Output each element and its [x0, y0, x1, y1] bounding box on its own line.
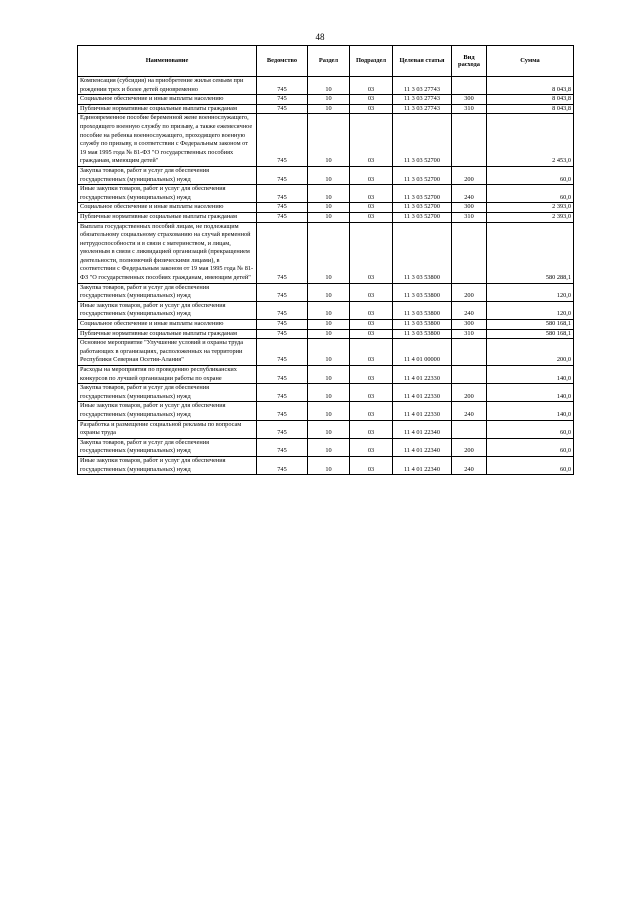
row-name: Закупка товаров, работ и услуг для обеспечения государственных (муниципальных) нужд — [78, 166, 257, 184]
row-subsection: 03 — [350, 420, 393, 438]
row-type: 200 — [452, 283, 487, 301]
row-name: Иные закупки товаров, работ и услуг для обеспечения государственных (муниципальных) нужд — [78, 301, 257, 319]
row-subsection: 03 — [350, 166, 393, 184]
header-target: Целевая статья — [393, 46, 452, 77]
table-row — [78, 114, 574, 167]
row-name: Публичные нормативные социальные выплаты гражданам — [78, 104, 257, 114]
row-sum: 2 393,0 — [487, 203, 574, 213]
table-row — [78, 222, 574, 283]
row-section: 10 — [308, 339, 350, 366]
row-sum: 580 288,1 — [487, 222, 574, 283]
row-type — [452, 366, 487, 384]
row-section: 10 — [308, 203, 350, 213]
header-section: Раздел — [308, 46, 350, 77]
row-sum: 60,0 — [487, 438, 574, 456]
table-row — [78, 104, 574, 114]
row-type: 200 — [452, 166, 487, 184]
row-name: Иные закупки товаров, работ и услуг для обеспечения государственных (муниципальных) нужд — [78, 185, 257, 203]
row-type: 300 — [452, 320, 487, 330]
row-type: 310 — [452, 329, 487, 339]
row-subsection: 03 — [350, 95, 393, 105]
row-dept: 745 — [257, 95, 308, 105]
row-target: 11 3 03 52700 — [393, 166, 452, 184]
row-type — [452, 222, 487, 283]
row-name: Расходы на мероприятия по проведению республиканских конкурсов по лучшей организации работы по охране — [78, 366, 257, 384]
row-subsection: 03 — [350, 438, 393, 456]
row-target: 11 4 01 22330 — [393, 402, 452, 420]
row-dept: 745 — [257, 114, 308, 167]
row-target: 11 3 03 53800 — [393, 329, 452, 339]
row-name: Публичные нормативные социальные выплаты гражданам — [78, 212, 257, 222]
row-section: 10 — [308, 95, 350, 105]
row-dept: 745 — [257, 166, 308, 184]
row-subsection: 03 — [350, 114, 393, 167]
row-subsection: 03 — [350, 301, 393, 319]
row-target: 11 4 01 22330 — [393, 384, 452, 402]
table-row — [78, 203, 574, 213]
row-subsection: 03 — [350, 384, 393, 402]
row-sum: 60,0 — [487, 456, 574, 474]
row-subsection: 03 — [350, 366, 393, 384]
header-row — [78, 46, 574, 77]
row-dept: 745 — [257, 366, 308, 384]
table-row — [78, 283, 574, 301]
row-section: 10 — [308, 77, 350, 95]
row-target: 11 4 01 22340 — [393, 456, 452, 474]
table-row — [78, 339, 574, 366]
header-subsection: Подраздел — [350, 46, 393, 77]
row-name: Иные закупки товаров, работ и услуг для обеспечения государственных (муниципальных) нужд — [78, 456, 257, 474]
row-sum: 8 043,8 — [487, 77, 574, 95]
row-dept: 745 — [257, 301, 308, 319]
row-dept: 745 — [257, 339, 308, 366]
row-type: 300 — [452, 203, 487, 213]
row-sum: 120,0 — [487, 283, 574, 301]
table-row — [78, 438, 574, 456]
row-type: 310 — [452, 104, 487, 114]
row-section: 10 — [308, 114, 350, 167]
table-row — [78, 185, 574, 203]
row-subsection: 03 — [350, 222, 393, 283]
table-row — [78, 402, 574, 420]
row-sum: 60,0 — [487, 420, 574, 438]
row-sum: 580 168,1 — [487, 329, 574, 339]
row-subsection: 03 — [350, 104, 393, 114]
row-subsection: 03 — [350, 185, 393, 203]
table-row — [78, 456, 574, 474]
row-type — [452, 77, 487, 95]
row-section: 10 — [308, 283, 350, 301]
row-sum: 8 043,8 — [487, 104, 574, 114]
row-section: 10 — [308, 456, 350, 474]
row-section: 10 — [308, 301, 350, 319]
row-type: 310 — [452, 212, 487, 222]
row-target: 11 3 03 53800 — [393, 222, 452, 283]
row-type: 200 — [452, 384, 487, 402]
row-section: 10 — [308, 104, 350, 114]
row-target: 11 3 03 53800 — [393, 283, 452, 301]
row-subsection: 03 — [350, 212, 393, 222]
row-sum: 200,0 — [487, 339, 574, 366]
budget-table — [77, 45, 574, 475]
row-dept: 745 — [257, 438, 308, 456]
row-target: 11 4 01 22340 — [393, 420, 452, 438]
row-section: 10 — [308, 402, 350, 420]
row-dept: 745 — [257, 104, 308, 114]
row-section: 10 — [308, 329, 350, 339]
row-type — [452, 420, 487, 438]
row-target: 11 4 01 22330 — [393, 366, 452, 384]
row-sum: 2 453,0 — [487, 114, 574, 167]
row-target: 11 3 03 53800 — [393, 301, 452, 319]
row-target: 11 3 03 52700 — [393, 114, 452, 167]
row-target: 11 3 03 52700 — [393, 212, 452, 222]
row-type: 240 — [452, 185, 487, 203]
row-sum: 60,0 — [487, 185, 574, 203]
row-subsection: 03 — [350, 283, 393, 301]
row-name: Иные закупки товаров, работ и услуг для обеспечения государственных (муниципальных) нужд — [78, 402, 257, 420]
row-section: 10 — [308, 420, 350, 438]
row-target: 11 4 01 00000 — [393, 339, 452, 366]
page-number: 48 — [315, 32, 325, 42]
row-type — [452, 339, 487, 366]
row-sum: 8 043,8 — [487, 95, 574, 105]
row-dept: 745 — [257, 320, 308, 330]
row-dept: 745 — [257, 456, 308, 474]
row-dept: 745 — [257, 420, 308, 438]
row-subsection: 03 — [350, 339, 393, 366]
row-section: 10 — [308, 366, 350, 384]
table-row — [78, 366, 574, 384]
row-name: Единовременное пособие беременной жене военнослужащего, проходящего военную службу по призыву, а также ежемесячное пособие на ребенка военнослужащего, проходящего военную службу по призыву, в соответствии с Федеральным законом от 19 мая 1995 года № 81-ФЗ "О государственных пособиях гражданам, имеющим детей" — [78, 114, 257, 167]
row-dept: 745 — [257, 384, 308, 402]
row-sum: 140,0 — [487, 384, 574, 402]
row-subsection: 03 — [350, 203, 393, 213]
row-name: Публичные нормативные социальные выплаты гражданам — [78, 329, 257, 339]
row-dept: 745 — [257, 283, 308, 301]
row-target: 11 3 03 27743 — [393, 95, 452, 105]
row-name: Социальное обеспечение и иные выплаты населению — [78, 320, 257, 330]
table-row — [78, 420, 574, 438]
header-name: Наименование — [78, 46, 257, 77]
row-section: 10 — [308, 185, 350, 203]
row-sum: 60,0 — [487, 166, 574, 184]
row-type: 240 — [452, 301, 487, 319]
row-dept: 745 — [257, 222, 308, 283]
row-target: 11 3 03 52700 — [393, 185, 452, 203]
row-name: Закупка товаров, работ и услуг для обеспечения государственных (муниципальных) нужд — [78, 384, 257, 402]
row-name: Выплата государственных пособий лицам, не подлежащим обязательному социальному страхованию на случай временной нетрудоспособности и в связи с материнством, и лицам, уволенным в связи с ликвидацией организаций (прекращением деятельности, полномочий физическими лицами), в соответствии с Федеральным законом от 19 мая 1995 года № 81-ФЗ "О государственных пособиях гражданам, имеющим детей" — [78, 222, 257, 283]
row-name: Разработка и размещение социальной рекламы по вопросам охраны труда — [78, 420, 257, 438]
row-dept: 745 — [257, 77, 308, 95]
row-sum: 2 393,0 — [487, 212, 574, 222]
row-target: 11 3 03 27743 — [393, 77, 452, 95]
row-type: 200 — [452, 438, 487, 456]
row-section: 10 — [308, 438, 350, 456]
row-sum: 140,0 — [487, 366, 574, 384]
row-name: Компенсация (субсидия) на приобретение жилья семьям при рождении трех и более детей одновременно — [78, 77, 257, 95]
row-name: Основное мероприятие "Улучшение условий и охраны труда работающих в организациях, расположенных на территории Республики Северная Осетия-Алания" — [78, 339, 257, 366]
row-subsection: 03 — [350, 456, 393, 474]
row-name: Закупка товаров, работ и услуг для обеспечения государственных (муниципальных) нужд — [78, 283, 257, 301]
row-type: 240 — [452, 456, 487, 474]
row-section: 10 — [308, 384, 350, 402]
table-row — [78, 329, 574, 339]
row-type: 300 — [452, 95, 487, 105]
header-sum: Сумма — [487, 46, 574, 77]
table-row — [78, 166, 574, 184]
row-sum: 580 168,1 — [487, 320, 574, 330]
row-type — [452, 114, 487, 167]
row-type: 240 — [452, 402, 487, 420]
row-name: Социальное обеспечение и иные выплаты населению — [78, 95, 257, 105]
row-dept: 745 — [257, 203, 308, 213]
row-name: Закупка товаров, работ и услуг для обеспечения государственных (муниципальных) нужд — [78, 438, 257, 456]
row-section: 10 — [308, 222, 350, 283]
table-row — [78, 384, 574, 402]
table-row — [78, 212, 574, 222]
table-row — [78, 95, 574, 105]
row-target: 11 3 03 27743 — [393, 104, 452, 114]
row-dept: 745 — [257, 185, 308, 203]
table-body — [78, 77, 574, 475]
row-section: 10 — [308, 320, 350, 330]
table-row — [78, 77, 574, 95]
row-target: 11 3 03 53800 — [393, 320, 452, 330]
row-subsection: 03 — [350, 402, 393, 420]
table-row — [78, 301, 574, 319]
row-sum: 120,0 — [487, 301, 574, 319]
row-section: 10 — [308, 166, 350, 184]
row-subsection: 03 — [350, 320, 393, 330]
row-dept: 745 — [257, 212, 308, 222]
header-dept: Ведомство — [257, 46, 308, 77]
row-subsection: 03 — [350, 77, 393, 95]
row-section: 10 — [308, 212, 350, 222]
row-target: 11 3 03 52700 — [393, 203, 452, 213]
row-dept: 745 — [257, 402, 308, 420]
row-sum: 140,0 — [487, 402, 574, 420]
row-name: Социальное обеспечение и иные выплаты населению — [78, 203, 257, 213]
row-target: 11 4 01 22340 — [393, 438, 452, 456]
row-dept: 745 — [257, 329, 308, 339]
header-type: Вид расхода — [452, 46, 487, 77]
row-subsection: 03 — [350, 329, 393, 339]
table-row — [78, 320, 574, 330]
